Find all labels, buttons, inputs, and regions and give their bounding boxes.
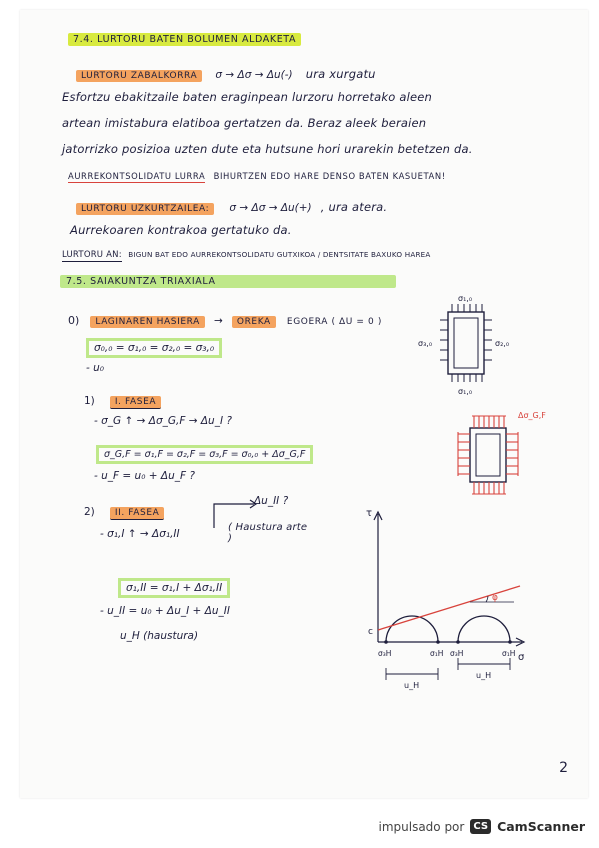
sample-top-label: σ₁,₀	[458, 294, 473, 303]
scanned-page	[20, 10, 588, 798]
sample-initial-diagram	[418, 292, 522, 398]
mohr-s1-label: σ₃H	[378, 649, 392, 658]
mohr-circle-2	[458, 616, 510, 642]
step-1-line: 1) I. FASEA	[84, 389, 161, 408]
mohr-s3-label: σ₃H	[450, 649, 464, 658]
mohr-phi-label: φ	[492, 593, 498, 603]
paragraph-line-3: jatorrizko posizioa uzten dute eta hutsune hori urarekin betetzen da.	[62, 142, 473, 156]
step-2-line: 2) II. FASEA	[84, 500, 164, 519]
mohr-tau-label: τ	[366, 508, 373, 519]
stress-increment-label: Δσ_G,F	[518, 411, 546, 420]
footer-prefix: impulsado por	[378, 819, 465, 834]
mohr-uh2-label: u_H	[476, 671, 492, 680]
step-1-formula: σ_G,F = σ₁,F = σ₂,F = σ₃,F = σ₀,₀ + Δσ_G,F	[98, 442, 311, 461]
dilatant-line: LURTORU UZKURTZAILEA: σ → Δσ → Δu(+) , ura atera.	[76, 196, 387, 215]
paragraph-line-5: Aurrekoaren kontrakoa gertatuko da.	[70, 223, 292, 237]
camscanner-logo-icon: CS	[470, 819, 491, 834]
paragraph-line-1: Esfortzu ebakitzaile baten eraginpean lurzoru horretako aleen	[62, 90, 433, 104]
section-title-7-4: 7.4. LURTORU BATEN BOLUMEN ALDAKETA	[68, 34, 301, 45]
sample-left-label: σ₃,₀	[418, 339, 433, 348]
contractive-line: LURTORU ZABALKORRA σ → Δσ → Δu(-) ura xurgatu	[76, 63, 376, 82]
step-0-formula: σ₀,₀ = σ₁,₀ = σ₂,₀ = σ₃,₀	[88, 336, 220, 355]
camscanner-footer	[378, 819, 585, 834]
soft-soil-line: LURTORU AN: BIGUN BAT EDO AURREKONTSOLIDATU GUTXIKOA / DENTSITATE BAXUKO HAREA	[62, 250, 431, 260]
sample-phase1-diagram	[436, 406, 566, 504]
mohr-c-label: c	[368, 627, 373, 637]
step-0-line: 0) LAGINAREN HASIERA → OREKA EGOERA ( ΔU = 0 )	[68, 314, 382, 327]
page-number: 2	[559, 760, 568, 776]
footer-brand: CamScanner	[497, 819, 585, 834]
sample-right-label: σ₂,₀	[495, 339, 510, 348]
mohr-diagram	[350, 496, 530, 706]
mohr-s4-label: σ₁H	[502, 649, 516, 658]
mohr-uh1-label: u_H	[404, 681, 420, 690]
step-1-chain: - σ_G ↑ → Δσ_G,F → Δu_I ?	[94, 415, 232, 427]
mohr-sigma-label: σ	[518, 652, 525, 663]
step-2-paren: ( Haustura arte )	[228, 522, 308, 544]
step-2-uh: u_H (haustura)	[120, 630, 199, 642]
sample-bottom-label: σ₁,₀	[458, 387, 473, 396]
step-2-top: Δu_II ?	[254, 495, 289, 507]
paragraph-line-2: artean imistabura elatiboa gertatzen da. Beraz aleek beraien	[62, 116, 427, 130]
step-2-chain: - σ₁,I ↑ → Δσ₁,II	[100, 528, 180, 540]
step-2-arrow	[210, 498, 260, 532]
mohr-s2-label: σ₁H	[430, 649, 444, 658]
step-0-u: - u₀	[86, 362, 104, 374]
step-2-formula: σ₁,II = σ₁,I + Δσ₁,II	[120, 576, 228, 595]
overconsolidated-line: AURREKONTSOLIDATU LURRA BIHURTZEN EDO HARE DENSO BATEN KASUETAN!	[68, 171, 446, 181]
step-1-u: - u_F = u₀ + Δu_F ?	[94, 470, 195, 482]
section-title-7-5: 7.5. SAIAKUNTZA TRIAXIALA	[60, 276, 396, 287]
step-2-u: - u_II = u₀ + Δu_I + Δu_II	[100, 605, 230, 617]
mohr-failure-envelope	[378, 586, 520, 630]
